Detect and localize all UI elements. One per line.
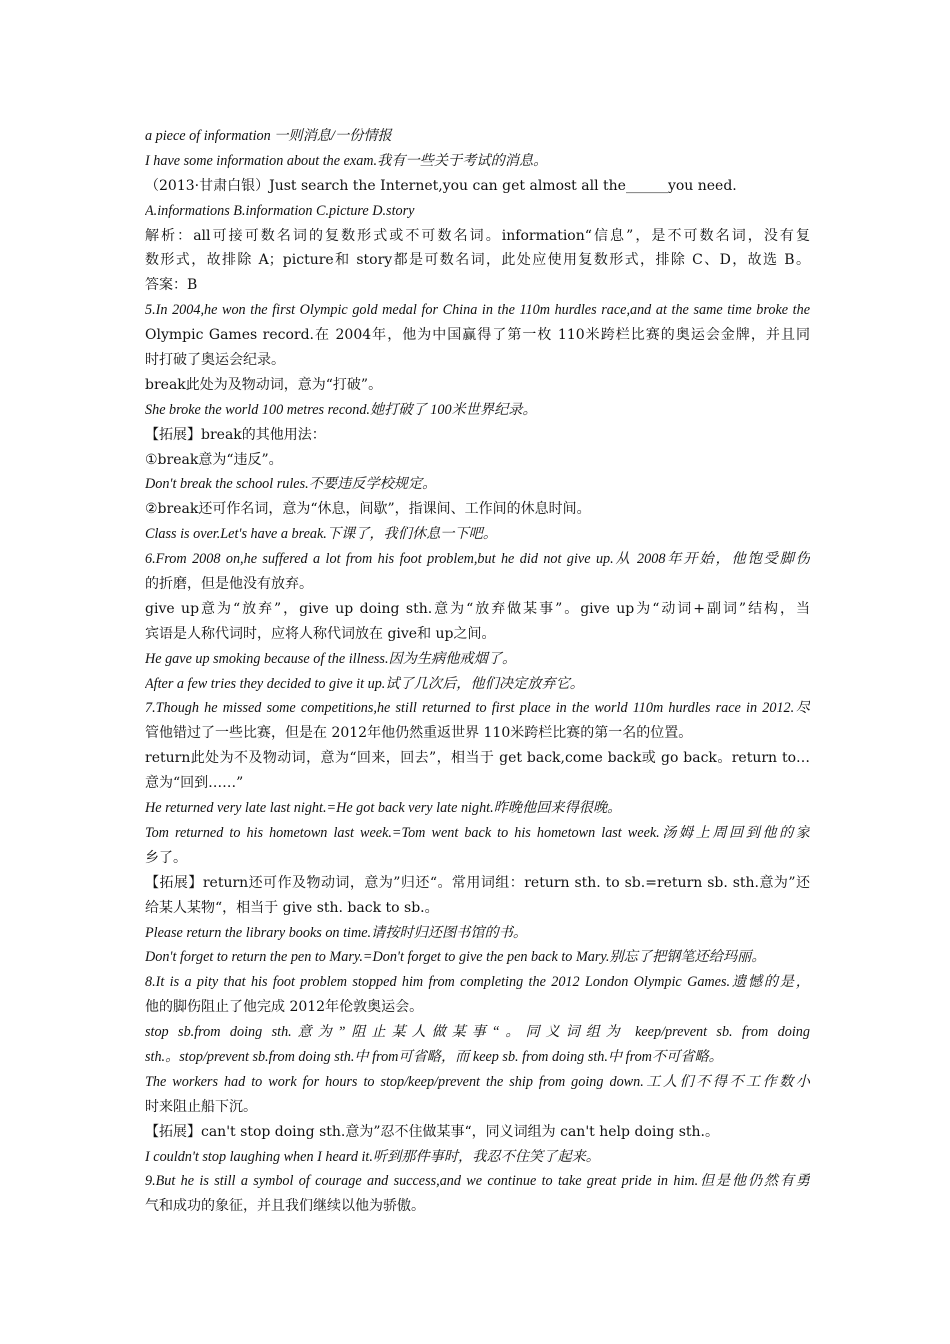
sentence-line: 5.In 2004,he won the first Olympic gold medal for China in the 110m hurdles race,and at the same time broke the [145,302,810,319]
text-line: 管他错过了一些比赛，但是在 2012年他仍然重返世界 110米跨栏比赛的第一名的位置。 [145,725,693,742]
analysis-line: 解析：all可接可数名词的复数形式或不可数名词。information“信息”，是不可数名词，没有复 [145,227,810,244]
sentence-line: Olympic Games record.在 2004年，他为中国赢得了第一枚 110米跨栏比赛的奥运会金牌，并且同 [145,327,810,344]
extension-heading: 【拓展】return还可作及物动词，意为”归还“。常用词组：return sth. to sb.=return sb. sth.意为”还 [145,874,810,891]
extension-heading: 【拓展】can't stop doing sth.意为”忍不住做某事“，同义词组为 can't help doing sth.。 [145,1123,720,1140]
example-line: He returned very late last night.=He got back very late night.昨晚他回来得很晚。 [145,800,622,817]
text-line: 乡了。 [145,849,187,866]
example-line: Class is over.Let's have a break.下课了，我们休息一下吧。 [145,526,498,543]
example-line: I couldn't stop laughing when I heard it.听到那件事时，我忍不住笑了起来。 [145,1148,600,1165]
extension-heading: 【拓展】break的其他用法： [145,426,326,443]
text-line: stop sb.from doing sth.意为”阻止某人做某事“。同义词组为 keep/prevent sb. from doing [145,1024,810,1041]
text-line: give up意为“放弃”，give up doing sth.意为“放弃做某事”。give up为“动词+副词”结构，当 [145,600,810,617]
example-line: He gave up smoking because of the illness.因为生病他戒烟了。 [145,650,517,667]
text-line: 给某人某物“，相当于 give sth. back to sb.。 [145,899,439,916]
sentence-line: 9.But he is still a symbol of courage and success,and we continue to take great pride in him.但是他仍然有勇 [145,1173,810,1190]
sentence-line: 7.Though he missed some competitions,he still returned to first place in the world 110m hurdles race in 2012.尽 [145,700,810,717]
text-line: sth.。stop/prevent sb.from doing sth.中 from可省略，而 keep sb. from doing sth.中 from不可省略。 [145,1048,723,1065]
sentence-line: 8.It is a pity that his foot problem stopped him from completing the 2012 London Olympic Games.遗憾的是， [145,974,810,991]
text-line: 意为“回到……” [145,775,244,792]
text-line: 时来阻止船下沉。 [145,1098,257,1115]
document-body [145,124,810,1219]
text-line: ②break还可作名词，意为“休息，间歇”，指课间、工作间的休息时间。 [145,501,591,518]
answer-options: A.informations B.information C.picture D.story [145,202,415,219]
text-line: 的折磨，但是他没有放弃。 [145,576,313,593]
text-line: return此处为不及物动词，意为“回来，回去”，相当于 get back,come back或 go back。return to… [145,750,810,767]
text-line: ①break意为“违反”。 [145,451,283,468]
example-line: Don't forget to return the pen to Mary.=Don't forget to give the pen back to Mary.别忘了把钢笔还给玛丽。 [145,949,766,966]
text-line: 气和成功的象征，并且我们继续以他为骄傲。 [145,1198,425,1215]
example-line: The workers had to work for hours to stop/keep/prevent the ship from going down.工人们不得不工作数小 [145,1073,810,1090]
sentence-line: 6.From 2008 on,he suffered a lot from his foot problem,but he did not give up.从 2008年开始，他饱受脚伤 [145,551,810,568]
text-line: break此处为及物动词，意为“打破”。 [145,376,383,393]
answer-line: 答案：B [145,277,198,294]
example-line: She broke the world 100 metres recond.她打破了 100米世界纪录。 [145,401,537,418]
example-line: Don't break the school rules.不要违反学校规定。 [145,476,437,493]
text-line: I have some information about the exam.我有一些关于考试的消息。 [145,152,548,169]
text-line: 他的脚伤阻止了他完成 2012年伦敦奥运会。 [145,999,424,1016]
example-line: Please return the library books on time.请按时归还图书馆的书。 [145,924,528,941]
text-line: 宾语是人称代词时，应将人称代词放在 give和 up之间。 [145,625,496,642]
example-line: After a few tries they decided to give it up.试了几次后，他们决定放弃它。 [145,675,584,692]
question-line: （2013·甘肃白银）Just search the Internet,you can get almost all the______you need. [145,177,737,194]
example-line: Tom returned to his hometown last week.=Tom went back to his hometown last week.汤姆上周回到他的家 [145,824,810,841]
analysis-line: 数形式，故排除 A；picture和 story都是可数名词，此处应使用复数形式，排除 C、D，故选 B。 [145,252,810,269]
text-line: 时打破了奥运会纪录。 [145,352,285,369]
text-line: a piece of information 一则消息/一份情报 [145,128,392,144]
